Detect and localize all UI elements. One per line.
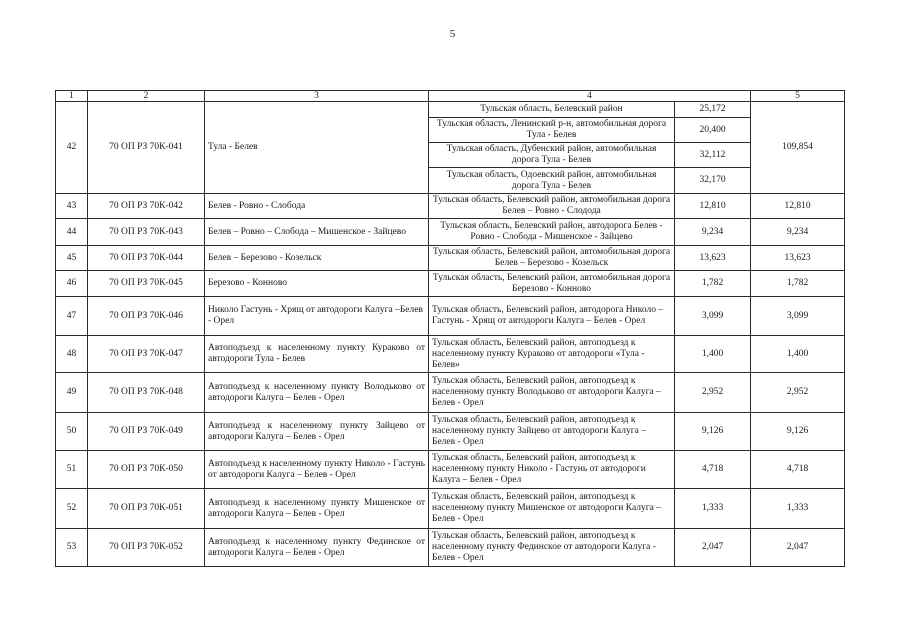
- road-code: 70 ОП РЗ 70К-044: [88, 246, 205, 271]
- row-number: 50: [56, 413, 88, 451]
- road-total-length: 3,099: [751, 297, 845, 336]
- road-total-length: 9,126: [751, 413, 845, 451]
- header-cell: 3: [205, 91, 429, 102]
- row-number: 45: [56, 246, 88, 271]
- road-code: 70 ОП РЗ 70К-045: [88, 271, 205, 297]
- table-row: [56, 271, 845, 297]
- road-location: Тульская область, Одоевский район, автомобильная дорога Тула - Белев: [429, 168, 675, 194]
- road-location: Тульская область, Белевский район, автомобильная дорога Березово - Конново: [429, 271, 675, 297]
- section-length: 12,810: [675, 194, 751, 219]
- road-code: 70 ОП РЗ 70К-051: [88, 489, 205, 529]
- road-location: Тульская область, Белевский район, автоподъезд к населенному пункту Кураково от автодороги «Тула - Белев»: [429, 336, 675, 373]
- road-location: Тульская область, Белевский район, автоподъезд к населенному пункту Мишенское от автодороги Калуга – Белев - Орел: [429, 489, 675, 529]
- road-code: 70 ОП РЗ 70К-041: [88, 102, 205, 194]
- road-name: Автоподъезд к населенному пункту Мишенское от автодороги Калуга – Белев - Орел: [205, 489, 429, 529]
- section-length: 2,952: [675, 373, 751, 413]
- road-name: Белев - Ровно - Слобода: [205, 194, 429, 219]
- section-length: 1,782: [675, 271, 751, 297]
- section-length: 2,047: [675, 529, 751, 567]
- page-number: 5: [449, 28, 456, 40]
- road-total-length: 1,333: [751, 489, 845, 529]
- road-total-length: 12,810: [751, 194, 845, 219]
- road-location: Тульская область, Белевский район, автомобильная дорога Белев – Березово - Козельск: [429, 246, 675, 271]
- road-total-length: 1,400: [751, 336, 845, 373]
- road-location: Тульская область, Белевский район, автодорога Николо – Гастунь - Хрящ от автодороги Калуга – Белев - Орел: [429, 297, 675, 336]
- table-row: [56, 451, 845, 489]
- table-row: [56, 219, 845, 246]
- road-total-length: 13,623: [751, 246, 845, 271]
- roads-table: [55, 90, 845, 567]
- road-location: Тульская область, Белевский район, автодорога Белев - Ровно - Слобода - Мишенское - Зайцево: [429, 219, 675, 246]
- table-row: [56, 489, 845, 529]
- table-row: [56, 413, 845, 451]
- road-name: Автоподъезд к населенному пункту Зайцево от автодороги Калуга – Белев - Орел: [205, 413, 429, 451]
- road-name: Николо Гастунь - Хрящ от автодороги Калуга –Белев - Орел: [205, 297, 429, 336]
- road-code: 70 ОП РЗ 70К-043: [88, 219, 205, 246]
- section-length: 13,623: [675, 246, 751, 271]
- road-code: 70 ОП РЗ 70К-048: [88, 373, 205, 413]
- table-row: [56, 336, 845, 373]
- header-cell: 1: [56, 91, 88, 102]
- road-location: Тульская область, Белевский район, автоподъезд к населенному пункту Николо - Гастунь от автодороги Калуга – Белев - Орел: [429, 451, 675, 489]
- row-number: 43: [56, 194, 88, 219]
- section-length: 9,126: [675, 413, 751, 451]
- table-row: [56, 529, 845, 567]
- table-header-row: [56, 91, 845, 102]
- road-name: Автоподъезд к населенному пункту Николо - Гастунь от автодороги Калуга – Белев - Орел: [205, 451, 429, 489]
- table-row: [56, 246, 845, 271]
- road-total-length: 4,718: [751, 451, 845, 489]
- road-name: Белев – Ровно – Слобода – Мишенское - Зайцево: [205, 219, 429, 246]
- section-length: 4,718: [675, 451, 751, 489]
- road-name: Белев – Березово - Козельск: [205, 246, 429, 271]
- table-row: [56, 102, 845, 118]
- row-number: 49: [56, 373, 88, 413]
- road-name: Тула - Белев: [205, 102, 429, 194]
- road-total-length: 2,952: [751, 373, 845, 413]
- section-length: 32,112: [675, 143, 751, 168]
- row-number: 42: [56, 102, 88, 194]
- road-location: Тульская область, Дубенский район, автомобильная дорога Тула - Белев: [429, 143, 675, 168]
- road-code: 70 ОП РЗ 70К-049: [88, 413, 205, 451]
- table-row: [56, 194, 845, 219]
- road-location: Тульская область, Белевский район, автоподъезд к населенному пункту Фединское от автодороги Калуга - Белев - Орел: [429, 529, 675, 567]
- table-row: [56, 373, 845, 413]
- road-location: Тульская область, Белевский район: [429, 102, 675, 118]
- road-location: Тульская область, Белевский район, автоподъезд к населенному пункту Зайцево от автодороги Калуга – Белев - Орел: [429, 413, 675, 451]
- section-length: 32,170: [675, 168, 751, 194]
- row-number: 46: [56, 271, 88, 297]
- road-code: 70 ОП РЗ 70К-050: [88, 451, 205, 489]
- section-length: 9,234: [675, 219, 751, 246]
- row-number: 44: [56, 219, 88, 246]
- section-length: 1,400: [675, 336, 751, 373]
- header-cell: 2: [88, 91, 205, 102]
- row-number: 51: [56, 451, 88, 489]
- road-total-length: 1,782: [751, 271, 845, 297]
- road-total-length: 9,234: [751, 219, 845, 246]
- header-cell: 4: [429, 91, 751, 102]
- row-number: 52: [56, 489, 88, 529]
- road-total-length: 109,854: [751, 102, 845, 194]
- section-length: 3,099: [675, 297, 751, 336]
- road-name: Березово - Конново: [205, 271, 429, 297]
- row-number: 47: [56, 297, 88, 336]
- road-total-length: 2,047: [751, 529, 845, 567]
- road-name: Автоподъезд к населенному пункту Фединское от автодороги Калуга – Белев - Орел: [205, 529, 429, 567]
- section-length: 20,400: [675, 118, 751, 143]
- road-code: 70 ОП РЗ 70К-046: [88, 297, 205, 336]
- road-name: Автоподъезд к населенному пункту Володьково от автодороги Калуга – Белев - Орел: [205, 373, 429, 413]
- table-row: [56, 297, 845, 336]
- header-cell: 5: [751, 91, 845, 102]
- section-length: 25,172: [675, 102, 751, 118]
- row-number: 48: [56, 336, 88, 373]
- road-code: 70 ОП РЗ 70К-042: [88, 194, 205, 219]
- section-length: 1,333: [675, 489, 751, 529]
- road-location: Тульская область, Белевский район, автоподъезд к населенному пункту Володьково от автодороги Калуга – Белев - Орел: [429, 373, 675, 413]
- road-code: 70 ОП РЗ 70К-052: [88, 529, 205, 567]
- road-location: Тульская область, Ленинский р-н, автомобильная дорога Тула - Белев: [429, 118, 675, 143]
- row-number: 53: [56, 529, 88, 567]
- road-code: 70 ОП РЗ 70К-047: [88, 336, 205, 373]
- road-location: Тульская область, Белевский район, автомобильная дорога Белев – Ровно - Слодода: [429, 194, 675, 219]
- road-name: Автоподъезд к населенному пункту Кураково от автодороги Тула - Белев: [205, 336, 429, 373]
